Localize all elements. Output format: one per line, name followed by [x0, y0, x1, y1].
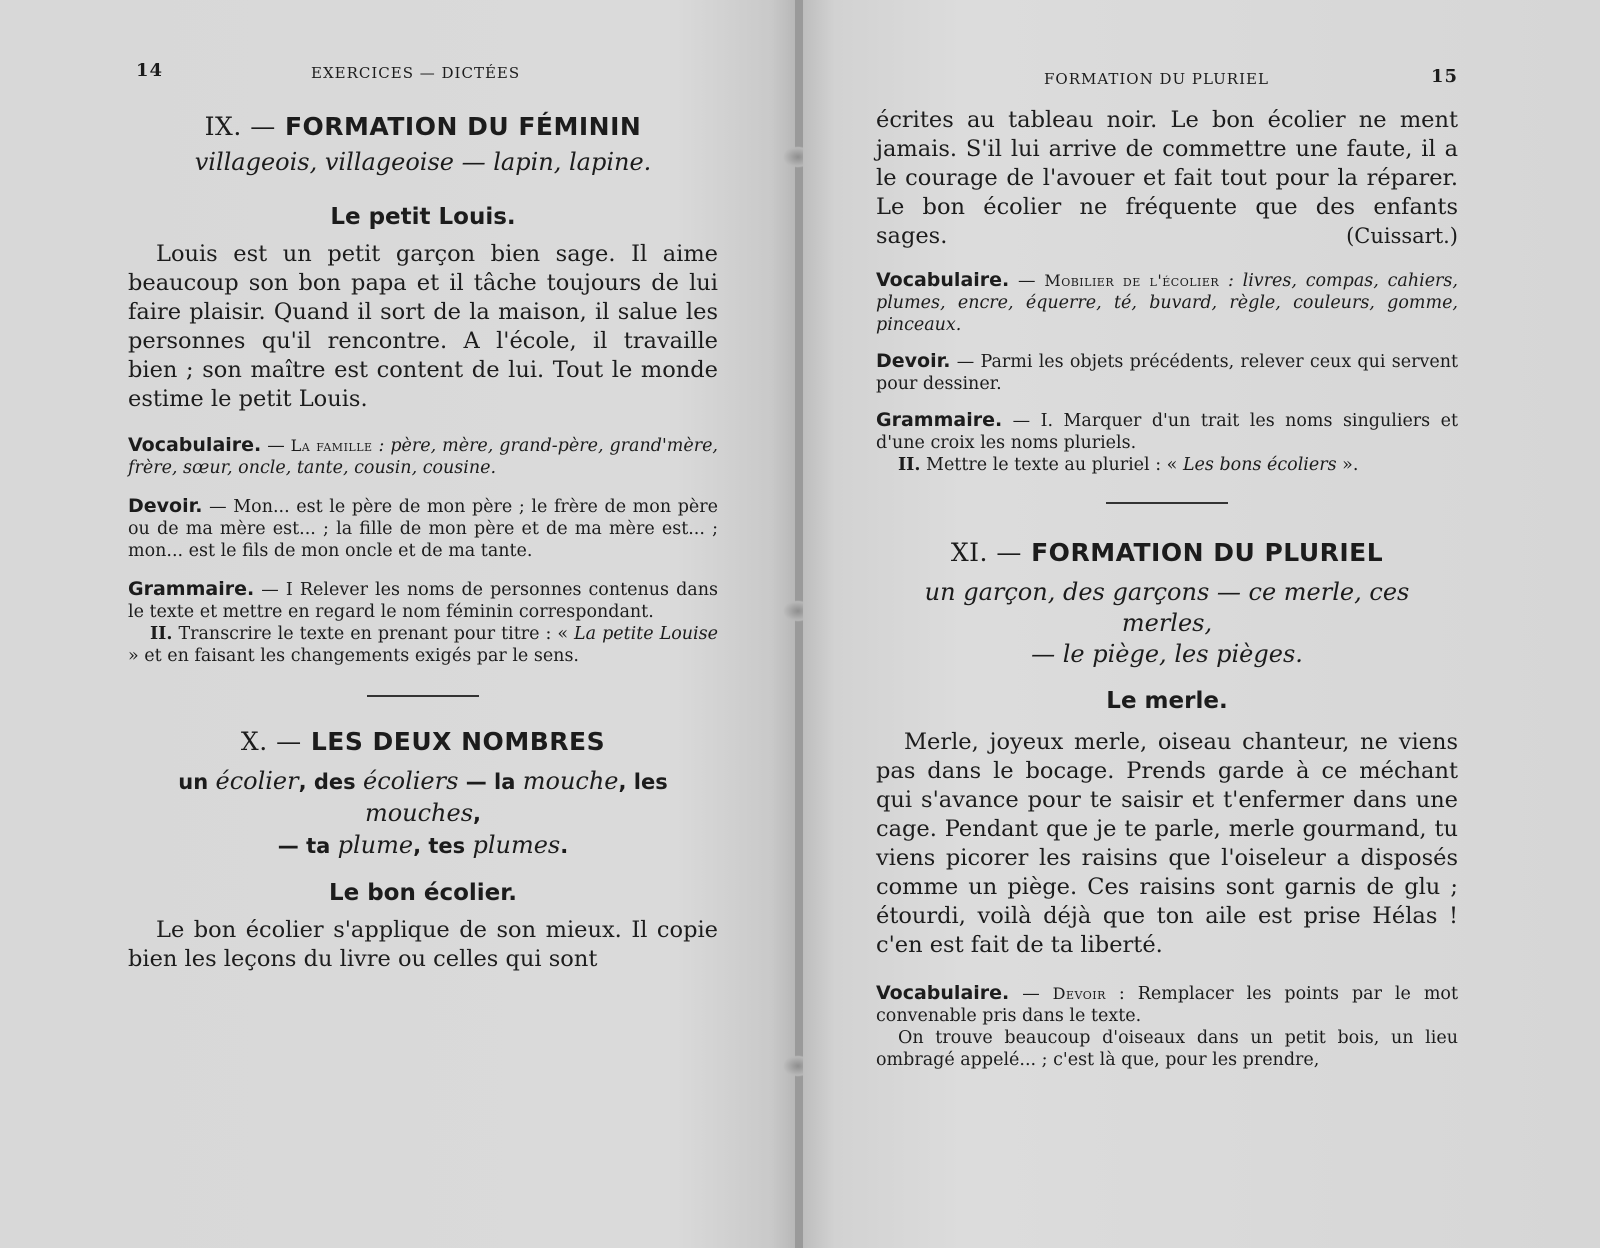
- running-head: FORMATION DU PLURIEL: [1044, 70, 1269, 88]
- examples-line: [876, 577, 1458, 670]
- devoir-exercise: [128, 495, 718, 562]
- exercise-text-end: » et en faisant les changements exigés par le sens.: [128, 646, 579, 666]
- paragraph: Louis est un petit garçon bien sage. Il aime beaucoup son bon papa et il tâche toujours de lui faire plaisir. Quand il sort de la maison, il salue les personnes qu'il rencontre. A l'école, il travaille bien ; son maître est content de lui. Tout le monde estime le petit Louis.: [128, 241, 718, 412]
- example-text: — ta: [277, 834, 338, 858]
- example-text: un: [178, 770, 216, 794]
- example-word: mouche: [522, 767, 619, 795]
- exercise-label: Grammaire.: [128, 578, 255, 600]
- left-page-content: [128, 58, 718, 974]
- left-page: [0, 0, 795, 1248]
- paragraph: écrites au tableau noir. Le bon écolier ne ment jamais. S'il lui arrive de commettre une faute, il a le courage de l'avouer et fait tout pour la réparer. Le bon écolier ne fréquente que des enfants sages.: [876, 107, 1458, 249]
- text-title: Le merle.: [1106, 688, 1228, 714]
- running-head: EXERCICES — DICTÉES: [311, 64, 521, 82]
- vocabulary-exercise: [876, 982, 1458, 1027]
- text-title: Le petit Louis.: [330, 204, 516, 230]
- exercise-label: Vocabulaire.: [876, 269, 1010, 291]
- part-number: II.: [150, 624, 173, 644]
- section-divider: [1106, 502, 1228, 504]
- grammar-exercise: [876, 409, 1458, 454]
- page-number: 14: [136, 60, 164, 81]
- exercise-label: Devoir.: [876, 350, 951, 372]
- grammar-exercise: [128, 578, 718, 623]
- exercise-category: Devoir: [1052, 984, 1106, 1003]
- vocabulary-category: La famille: [290, 436, 373, 455]
- exercise-label: Vocabulaire.: [128, 434, 262, 456]
- right-page-content: [876, 58, 1458, 1071]
- devoir-exercise: [876, 350, 1458, 395]
- new-title: La petite Louise: [574, 624, 718, 644]
- dash: —: [1009, 271, 1045, 291]
- example-word: plume: [337, 831, 414, 859]
- example-text: , tes: [413, 834, 473, 858]
- example-text: .: [560, 834, 569, 858]
- exercise-text-end: ».: [1336, 455, 1359, 475]
- section-heading-ix: [128, 112, 718, 141]
- dictation-text: [876, 728, 1458, 960]
- dash: —: [261, 436, 291, 456]
- example-word: mouches: [364, 799, 474, 827]
- section-title: FORMATION DU FÉMININ: [284, 112, 642, 141]
- example-word: écoliers: [362, 767, 459, 795]
- section-number: X. —: [240, 727, 302, 756]
- exercise-text: : Remplacer les points par le mot convenable pris dans le texte.: [876, 984, 1458, 1026]
- examples-text: villageois, villageoise — lapin, lapine.: [194, 148, 652, 176]
- section-title: LES DEUX NOMBRES: [310, 727, 606, 756]
- example-word: écolier: [215, 767, 299, 795]
- attribution: (Cuissart.): [1346, 224, 1458, 248]
- exercise-text: Transcrire le texte en prenant pour titre : «: [172, 624, 575, 644]
- examples-text: un garçon, des garçons — ce merle, ces merles,: [924, 578, 1410, 637]
- exercise-label: Grammaire.: [876, 409, 1003, 431]
- paragraph: Merle, joyeux merle, oiseau chanteur, ne viens pas dans le bocage. Prends garde à ce méchant qui s'avance pour te saisir et t'enfermer dans une cage. Pendant que je te parle, merle gourmand, tu viens picorer les raisins que l'oiseleur a disposés comme un piège. Ces raisins sont garnis de glu ; étourdi, voilà déjà que ton aile est prise Hélas ! c'en est fait de ta liberté.: [876, 729, 1458, 958]
- left-page-header: [128, 58, 718, 90]
- text-title: Le bon écolier.: [328, 880, 518, 906]
- part-number: II.: [898, 455, 921, 475]
- right-page: [803, 0, 1600, 1248]
- grammar-exercise-part2: [128, 623, 718, 667]
- section-heading-xi: [876, 538, 1458, 567]
- paragraph: Le bon écolier s'applique de son mieux. Il copie bien les leçons du livre ou celles qui sont: [128, 917, 718, 972]
- section-title: FORMATION DU PLURIEL: [1031, 538, 1384, 567]
- example-text: , des: [298, 770, 363, 794]
- right-page-header: [876, 58, 1458, 90]
- exercise-label: Vocabulaire.: [876, 982, 1010, 1004]
- vocabulary-words: : livres, compas, cahiers, plumes, encre, équerre, té, buvard, règle, couleurs, gomme, pinceaux.: [876, 271, 1458, 335]
- exercise-text: — Parmi les objets précédents, relever ceux qui servent pour dessiner.: [876, 352, 1458, 394]
- vocabulary-words: : père, mère, grand-père, grand'mère, frère, sœur, oncle, tante, cousin, cousine.: [128, 436, 718, 478]
- dash: —: [1009, 984, 1053, 1004]
- section-divider: [367, 695, 479, 697]
- examples-text: — le piège, les pièges.: [1031, 640, 1303, 668]
- section-heading-x: [128, 727, 718, 756]
- examples-line: [128, 766, 718, 862]
- vocabulary-exercise: [128, 434, 718, 479]
- exercise-label: Devoir.: [128, 495, 203, 517]
- dictation-text: [128, 240, 718, 414]
- vocabulary-exercise: [876, 269, 1458, 336]
- example-word: plumes: [472, 831, 561, 859]
- example-text: , les: [618, 770, 668, 794]
- exercise-text: — I Relever les noms de personnes contenus dans le texte et mettre en regard le nom féminin correspondant.: [128, 580, 718, 622]
- new-title: Les bons écoliers: [1182, 455, 1337, 475]
- exercise-text: Mettre le texte au pluriel : «: [920, 455, 1183, 475]
- dictation-text: [128, 916, 718, 974]
- section-number: XI. —: [950, 538, 1022, 567]
- exercise-text: — I. Marquer d'un trait les noms singuliers et d'une croix les noms pluriels.: [876, 411, 1458, 453]
- exercise-sentence: On trouve beaucoup d'oiseaux dans un petit bois, un lieu ombragé appelé... ; c'est là que, pour les prendre,: [876, 1028, 1458, 1070]
- section-number: IX. —: [204, 112, 276, 141]
- example-text: ,: [473, 802, 482, 826]
- examples-line: [128, 147, 718, 178]
- grammar-exercise-part2: [876, 454, 1458, 476]
- page-number: 15: [1430, 66, 1458, 87]
- dictation-text-continued: [876, 106, 1458, 251]
- example-text: — la: [458, 770, 523, 794]
- vocabulary-category: Mobilier de l'écolier: [1044, 271, 1220, 290]
- exercise-text: — Mon... est le père de mon père ; le frère de mon père ou de ma mère est... ; la fille de mon père et de ma mère est... ; mon... est le fils de mon oncle et de ma tante.: [128, 497, 718, 561]
